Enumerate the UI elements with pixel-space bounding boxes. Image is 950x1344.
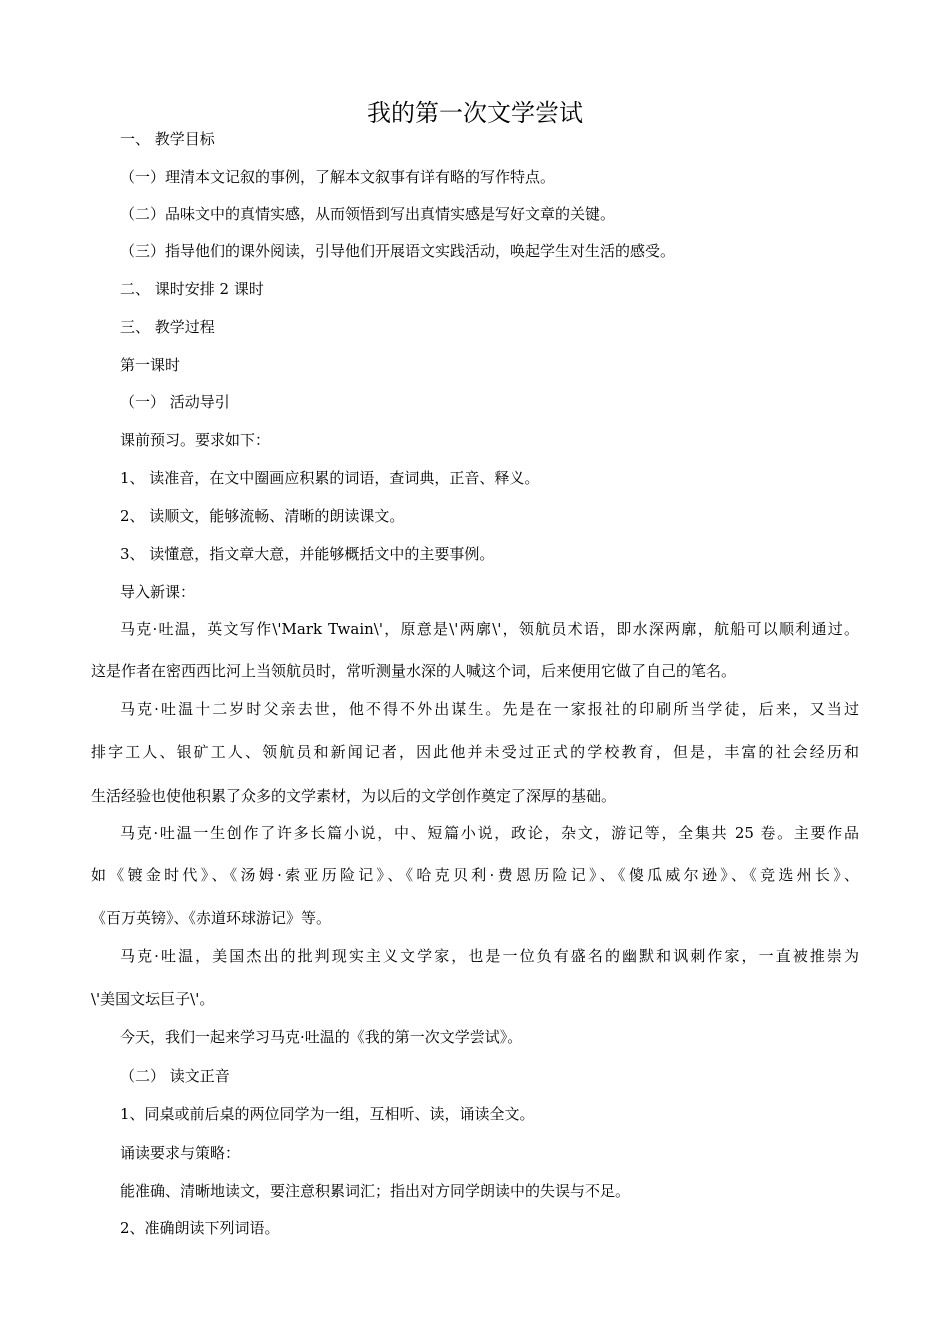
paragraph-line: 马克·吐温，美国杰出的批判现实主义文学家，也是一位负有盛名的幽默和讽刺作家，一直被推崇为 bbox=[120, 947, 859, 965]
paragraph-line: 马克·吐温一生创作了许多长篇小说，中、短篇小说，政论，杂文，游记等，全集共 25 卷。主要作品 bbox=[120, 824, 859, 842]
text-line: 课前预习。要求如下： bbox=[120, 431, 271, 449]
text-line: 诵读要求与策略： bbox=[120, 1144, 241, 1162]
paragraph-line: 这是作者在密西西比河上当领航员时，常听测量水深的人喊这个词，后来便用它做了自己的笔名。 bbox=[91, 662, 737, 680]
subsection-heading-reading: （二） 读文正音 bbox=[120, 1067, 230, 1085]
list-item: 2、准确朗读下列词语。 bbox=[120, 1219, 280, 1237]
section-heading-process: 三、 教学过程 bbox=[120, 318, 215, 336]
text-line: 今天，我们一起来学习马克·吐温的《我的第一次文学尝试》。 bbox=[120, 1028, 523, 1046]
page-title: 我的第一次文学尝试 bbox=[367, 99, 583, 127]
list-item: 1、同桌或前后桌的两位同学为一组，互相听、读，诵读全文。 bbox=[120, 1105, 535, 1123]
objective-1: （一）理清本文记叙的事例，了解本文叙事有详有略的写作特点。 bbox=[120, 168, 556, 186]
list-item: 2、 读顺文，能够流畅、清晰的朗读课文。 bbox=[120, 507, 405, 525]
paragraph-line: 如《镀金时代》、《汤姆·索亚历险记》、《哈克贝利·费恩历险记》、《傻瓜威尔逊》、《竞选州长》、 bbox=[91, 866, 859, 884]
section-heading-objectives: 一、 教学目标 bbox=[120, 130, 215, 148]
list-item: 1、 读准音，在文中圈画应积累的词语，查词典，正音、释义。 bbox=[120, 469, 540, 487]
objective-2: （二）品味文中的真情实感，从而领悟到写出真情实感是写好文章的关键。 bbox=[120, 205, 616, 223]
list-item: 3、 读懂意，指文章大意，并能够概括文中的主要事例。 bbox=[120, 545, 495, 563]
section-heading-schedule: 二、 课时安排 2 课时 bbox=[120, 280, 264, 298]
lesson-heading: 第一课时 bbox=[120, 356, 181, 374]
subsection-heading-activity: （一） 活动导引 bbox=[120, 393, 230, 411]
paragraph-line: 《百万英镑》、《赤道环球游记》等。 bbox=[91, 909, 332, 927]
text-line: 导入新课： bbox=[120, 583, 196, 601]
paragraph-line: \'美国文坛巨子\'。 bbox=[91, 990, 215, 1008]
objective-3: （三）指导他们的课外阅读，引导他们开展语文实践活动，唤起学生对生活的感受。 bbox=[120, 242, 676, 260]
paragraph-line: 马克·吐温，英文写作\'Mark Twain\'，原意是\'两廓\'，领航员术语，即水深两廓，航船可以顺利通过。 bbox=[120, 620, 859, 638]
paragraph-line: 排字工人、银矿工人、领航员和新闻记者，因此他并未受过正式的学校教育，但是，丰富的社会经历和 bbox=[91, 743, 859, 761]
paragraph-line: 马克·吐温十二岁时父亲去世，他不得不外出谋生。先是在一家报社的印刷所当学徒，后来，又当过 bbox=[120, 700, 859, 718]
text-line: 能准确、清晰地读文，要注意积累词汇；指出对方同学朗读中的失误与不足。 bbox=[120, 1182, 631, 1200]
paragraph-line: 生活经验也使他积累了众多的文学素材，为以后的文学创作奠定了深厚的基础。 bbox=[91, 787, 617, 805]
